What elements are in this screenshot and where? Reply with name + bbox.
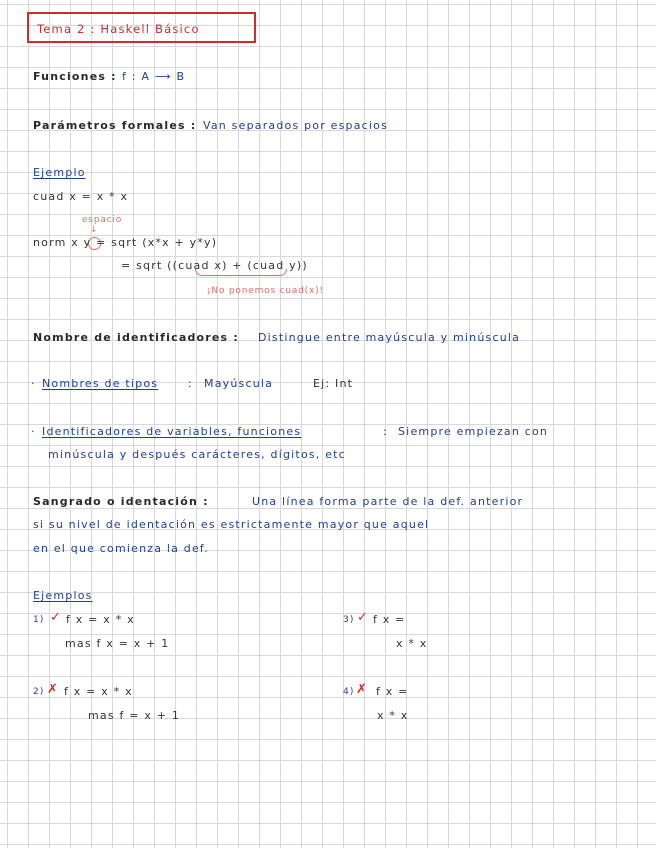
e1-line2: mas f x = x + 1	[65, 637, 170, 650]
e3-line2: x * x	[396, 637, 428, 650]
variables-label: Identificadores de variables, funciones	[42, 425, 302, 438]
sangrado-line2: si su nivel de identación es estrictamente mayor que aquel	[33, 518, 430, 531]
e3-number: 3)	[343, 615, 355, 625]
e3-line1: f x =	[373, 613, 406, 626]
tipos-colon: :	[188, 377, 193, 390]
funciones-value: f : A ⟶ B	[122, 70, 186, 83]
variables-value2: minúscula y después carácteres, dígitos, etc	[48, 448, 346, 461]
e2-number: 2)	[33, 687, 45, 697]
espacio-annotation: espacio	[82, 215, 123, 225]
ejemplo-line3: = sqrt ((cuad x) + (cuad y))	[121, 259, 308, 272]
ejemplo-note: ¡No ponemos cuad(x)!	[207, 286, 324, 296]
e2-line2: mas f = x + 1	[88, 709, 181, 722]
tipos-label: Nombres de tipos	[42, 377, 159, 390]
e4-number: 4)	[343, 687, 355, 697]
cross-icon: ✗	[47, 682, 58, 697]
tipos-bullet: ·	[31, 377, 36, 390]
title-box	[27, 12, 256, 43]
sangrado-line3: en el que comienza la def.	[33, 542, 209, 555]
tipos-value: Mayúscula	[204, 377, 274, 390]
identificadores-value: Distingue entre mayúscula y minúscula	[258, 331, 521, 344]
check-icon: ✓	[357, 610, 368, 625]
e2-line1: f x = x * x	[64, 685, 133, 698]
parametros-label: Parámetros formales :	[33, 119, 197, 132]
espacio-arrow-icon: ↓	[90, 225, 99, 235]
variables-value1: Siempre empiezan con	[398, 425, 549, 438]
e4-line1: f x =	[376, 685, 409, 698]
ejemplo-line1: cuad x = x * x	[33, 190, 129, 203]
ejemplos-heading: Ejemplos	[33, 589, 93, 602]
page-title: Tema 2 : Haskell Básico	[37, 22, 200, 36]
ejemplo-heading: Ejemplo	[33, 166, 86, 179]
identificadores-label: Nombre de identificadores :	[33, 331, 239, 344]
variables-bullet: ·	[31, 425, 36, 438]
ejemplo-line2: norm x y = sqrt (x*x + y*y)	[33, 236, 218, 249]
tipos-example: Ej: Int	[313, 377, 354, 390]
cross-icon: ✗	[356, 682, 367, 697]
sangrado-value1: Una línea forma parte de la def. anterior	[252, 495, 524, 508]
check-icon: ✓	[50, 610, 61, 625]
e4-line2: x * x	[377, 709, 409, 722]
funciones-label: Funciones :	[33, 70, 117, 83]
sangrado-label: Sangrado o identación :	[33, 495, 209, 508]
underbrace	[195, 269, 287, 276]
e1-number: 1)	[33, 615, 45, 625]
parametros-value: Van separados por espacios	[203, 119, 389, 132]
variables-colon: :	[383, 425, 388, 438]
e1-line1: f x = x * x	[66, 613, 135, 626]
